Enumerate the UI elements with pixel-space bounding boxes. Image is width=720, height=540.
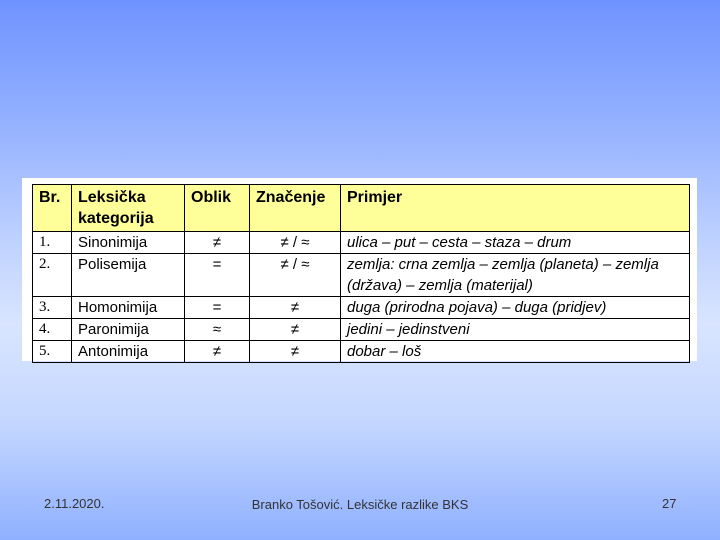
row-category: Sinonimija [72, 232, 185, 254]
header-category: Leksička kategorija [72, 185, 185, 232]
table-panel [22, 178, 697, 361]
footer-date: 2.11.2020. [44, 496, 105, 511]
row-category: Polisemija [72, 254, 185, 297]
row-meaning: ≠ / ≈ [250, 232, 341, 254]
row-example: jedini – jedinstveni [341, 319, 690, 341]
row-number: 5. [33, 341, 72, 363]
header-form: Oblik [185, 185, 250, 232]
row-form: = [185, 254, 250, 297]
row-example: duga (prirodna pojava) – duga (pridjev) [341, 297, 690, 319]
row-number: 1. [33, 232, 72, 254]
row-example: dobar – loš [341, 341, 690, 363]
footer-page-number: 27 [662, 496, 677, 511]
row-form: ≠ [185, 232, 250, 254]
table-row [33, 232, 690, 254]
row-meaning: ≠ [250, 319, 341, 341]
header-example: Primjer [341, 185, 690, 232]
row-meaning: ≠ [250, 341, 341, 363]
row-meaning: ≠ / ≈ [250, 254, 341, 297]
row-example: zemlja: crna zemlja – zemlja (planeta) – zemlja (država) – zemlja (materijal) [341, 254, 690, 297]
footer-title: Branko Tošović. Leksičke razlike BKS [251, 497, 469, 512]
table-row [33, 341, 690, 363]
row-number: 2. [33, 254, 72, 297]
row-number: 3. [33, 297, 72, 319]
row-category: Homonimija [72, 297, 185, 319]
row-meaning: ≠ [250, 297, 341, 319]
lexical-categories-table [32, 184, 690, 363]
table-header-row [33, 185, 690, 232]
row-number: 4. [33, 319, 72, 341]
header-number: Br. [33, 185, 72, 232]
row-example: ulica – put – cesta – staza – drum [341, 232, 690, 254]
row-category: Paronimija [72, 319, 185, 341]
row-form: = [185, 297, 250, 319]
header-meaning: Značenje [250, 185, 341, 232]
row-category: Antonimija [72, 341, 185, 363]
row-form: ≠ [185, 341, 250, 363]
table-row [33, 319, 690, 341]
table-row [33, 297, 690, 319]
table-row [33, 254, 690, 297]
row-form: ≈ [185, 319, 250, 341]
